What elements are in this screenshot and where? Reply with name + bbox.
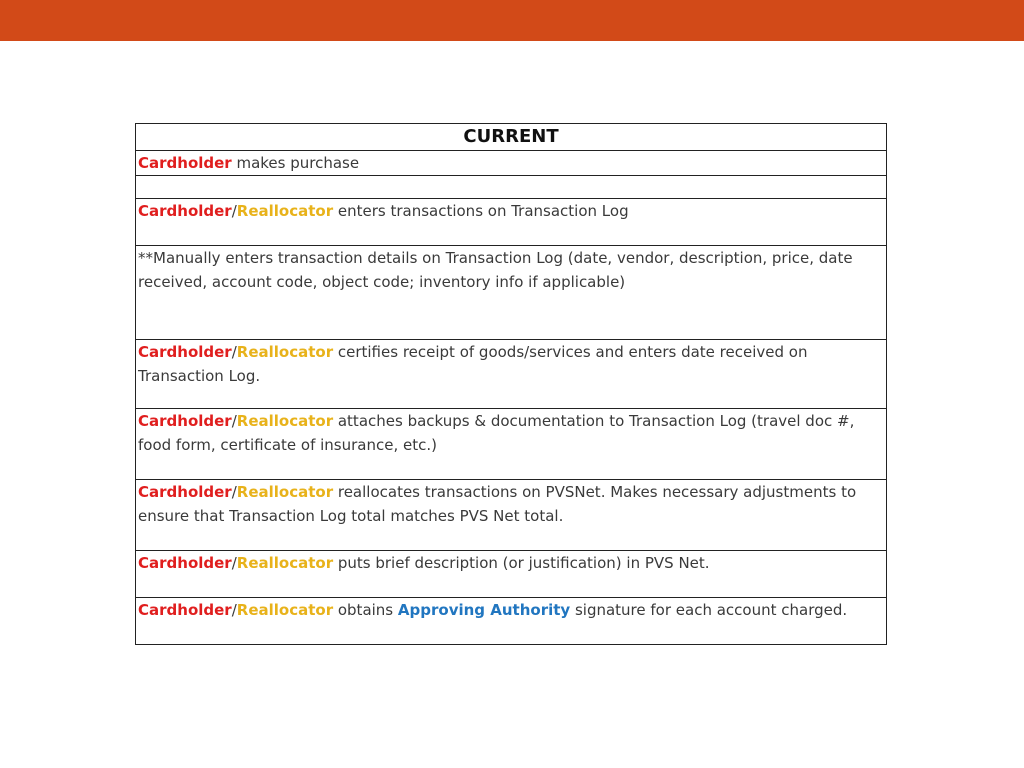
role-separator: /: [231, 601, 237, 619]
role-cardholder: Cardholder: [138, 483, 232, 501]
table-row: [136, 598, 887, 645]
role-cardholder: Cardholder: [138, 154, 232, 172]
note-prefix: **: [138, 249, 153, 267]
step-text: attaches backups & documentation to Transaction Log (travel doc #, food form, certificate of insurance, etc.): [138, 412, 855, 454]
role-separator: /: [231, 412, 237, 430]
role-reallocator: Reallocator: [236, 554, 334, 572]
table-header-current: CURRENT: [136, 124, 887, 151]
table-cell-empty: [136, 176, 887, 199]
table-row: [136, 246, 887, 340]
table-row: [136, 551, 887, 598]
role-reallocator: Reallocator: [236, 483, 334, 501]
table-cell-row-7: [136, 480, 887, 551]
role-separator: /: [231, 483, 237, 501]
process-table: [135, 123, 887, 645]
table-cell-row-6: [136, 409, 887, 480]
table-cell-row-3: [136, 199, 887, 246]
table-cell-row-9: [136, 598, 887, 645]
table-header-row: [136, 124, 887, 151]
role-reallocator: Reallocator: [236, 202, 334, 220]
table-cell-row-4: [136, 246, 887, 340]
table-row: [136, 151, 887, 176]
step-text: enters transactions on Transaction Log: [333, 202, 629, 220]
step-text: reallocates transactions on PVSNet. Makes necessary adjustments to ensure that Transaction Log total matches PVS Net total.: [138, 483, 857, 525]
top-accent-bar: [0, 0, 1024, 41]
step-text: makes purchase: [231, 154, 360, 172]
table-row-empty: [136, 176, 887, 199]
role-reallocator: Reallocator: [236, 343, 334, 361]
role-cardholder: Cardholder: [138, 554, 232, 572]
role-separator: /: [231, 343, 237, 361]
table-row: [136, 199, 887, 246]
step-text: Manually enters transaction details on Transaction Log (date, vendor, description, price, date received, account code, object code; inventory info if applicable): [138, 249, 853, 291]
role-cardholder: Cardholder: [138, 601, 232, 619]
table-row: [136, 480, 887, 551]
step-text: obtains: [333, 601, 398, 619]
table-cell-row-1: [136, 151, 887, 176]
table-row: [136, 340, 887, 409]
role-approving-authority: Approving Authority: [397, 601, 571, 619]
role-reallocator: Reallocator: [236, 601, 334, 619]
role-separator: /: [231, 554, 237, 572]
table-cell-row-8: [136, 551, 887, 598]
role-cardholder: Cardholder: [138, 202, 232, 220]
step-text: certifies receipt of goods/services and enters date received on Transaction Log.: [138, 343, 808, 385]
role-cardholder: Cardholder: [138, 412, 232, 430]
table-row: [136, 409, 887, 480]
step-text: puts brief description (or justification) in PVS Net.: [333, 554, 710, 572]
step-text: signature for each account charged.: [570, 601, 848, 619]
role-cardholder: Cardholder: [138, 343, 232, 361]
role-separator: /: [231, 202, 237, 220]
table-cell-row-5: [136, 340, 887, 409]
role-reallocator: Reallocator: [236, 412, 334, 430]
